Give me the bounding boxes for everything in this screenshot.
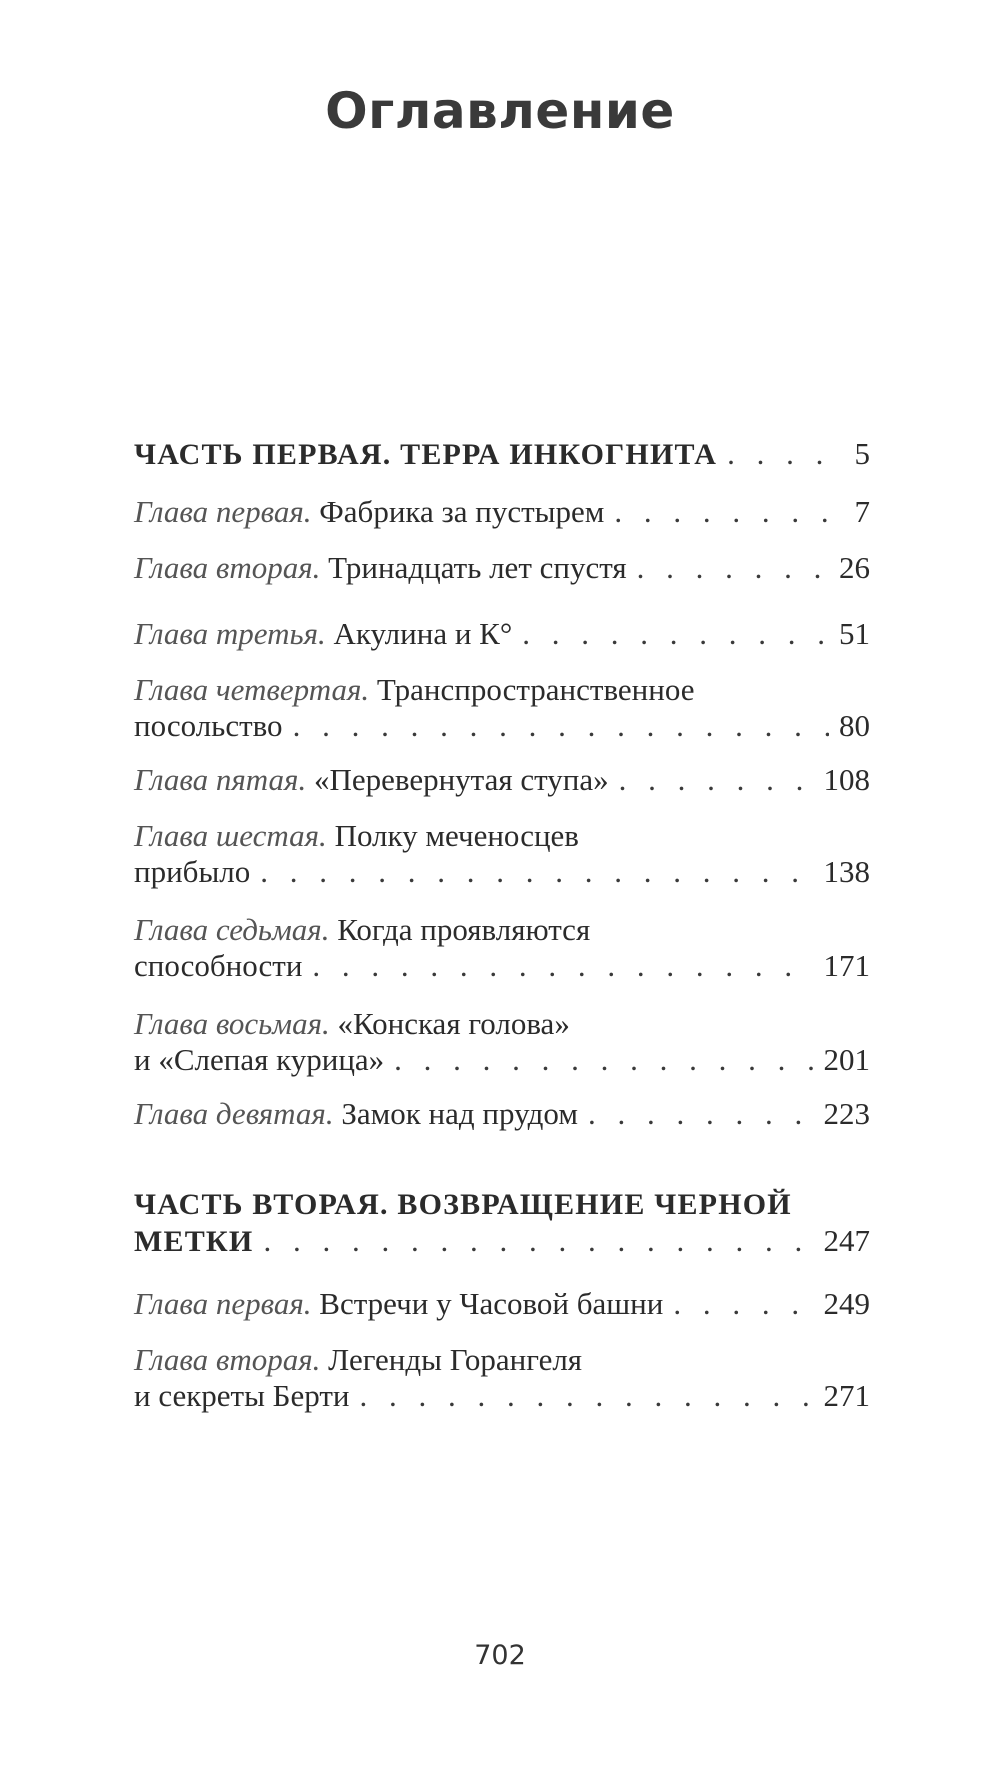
chapter-label: Глава шестая.	[134, 818, 327, 853]
dot-leader	[263, 1223, 813, 1259]
dot-leader	[614, 494, 840, 530]
toc-entry-chapter[interactable]	[134, 1342, 870, 1414]
page-number: 249	[823, 1286, 870, 1321]
chapter-title-line-1: Транспространственное	[376, 672, 695, 707]
page-number: 138	[823, 854, 870, 889]
dot-leader	[359, 1378, 813, 1414]
toc-entry-part-two[interactable]	[134, 1186, 870, 1260]
part-title: ЧАСТЬ ПЕРВАЯ. ТЕРРА ИНКОГНИТА	[134, 438, 718, 471]
dot-leader	[260, 854, 813, 890]
chapter-label: Глава седьмая.	[134, 912, 330, 947]
chapter-title: Тринадцать лет спустя	[328, 550, 627, 585]
page-number: 108	[823, 762, 870, 797]
page-number: 5	[854, 436, 870, 471]
dot-leader	[588, 1096, 814, 1132]
page-number: 171	[823, 948, 870, 983]
toc-entry-chapter[interactable]	[134, 672, 870, 744]
chapter-label: Глава восьмая.	[134, 1006, 330, 1041]
toc-entry-chapter[interactable]	[134, 818, 870, 890]
toc-entry-chapter[interactable]	[134, 550, 870, 586]
dot-leader	[619, 762, 814, 798]
page-number: 247	[823, 1223, 870, 1258]
toc-entry-chapter[interactable]	[134, 1006, 870, 1078]
chapter-title: Замок над прудом	[341, 1096, 578, 1131]
toc-entry-chapter[interactable]	[134, 912, 870, 984]
part-title-line-1: ЧАСТЬ ВТОРАЯ. ВОЗВРАЩЕНИЕ ЧЕРНОЙ	[134, 1188, 792, 1221]
dot-leader	[522, 616, 829, 652]
toc-entry-part-one[interactable]	[134, 436, 870, 473]
dot-leader	[293, 708, 829, 744]
page-title: Оглавление	[325, 82, 675, 140]
toc-entry-chapter[interactable]	[134, 1286, 870, 1322]
chapter-title-line-2: способности	[134, 948, 303, 983]
chapter-title-line-1: «Конская голова»	[337, 1006, 570, 1041]
chapter-label: Глава четвертая.	[134, 672, 370, 707]
chapter-title-line-2: прибыло	[134, 854, 251, 889]
chapter-label: Глава девятая.	[134, 1096, 334, 1131]
toc-entry-chapter[interactable]	[134, 762, 870, 798]
chapter-label: Глава вторая.	[134, 1342, 321, 1377]
dot-leader	[637, 550, 829, 586]
page-number: 80	[839, 708, 870, 743]
chapter-title-line-2: и секреты Берти	[134, 1378, 350, 1413]
chapter-label: Глава третья.	[134, 616, 326, 651]
chapter-title: Фабрика за пустырем	[319, 494, 605, 529]
toc-entry-chapter[interactable]	[134, 616, 870, 652]
chapter-label: Глава первая.	[134, 1286, 312, 1321]
chapter-title: Встречи у Часовой башни	[319, 1286, 664, 1321]
dot-leader	[312, 948, 813, 984]
page-number: 7	[854, 494, 870, 529]
chapter-title: «Перевернутая ступа»	[313, 762, 609, 797]
dot-leader	[394, 1042, 813, 1078]
toc-entry-chapter[interactable]	[134, 1096, 870, 1132]
chapter-label: Глава вторая.	[134, 550, 321, 585]
page-folio-number: 702	[474, 1640, 526, 1671]
page-number: 271	[823, 1378, 870, 1413]
page-number: 201	[823, 1042, 870, 1077]
toc-entry-chapter[interactable]	[134, 494, 870, 530]
page-number: 223	[823, 1096, 870, 1131]
chapter-title-line-2: посольство	[134, 708, 283, 743]
part-title-line-2: МЕТКИ	[134, 1225, 254, 1258]
chapter-title: Акулина и К°	[333, 616, 513, 651]
page-number: 26	[839, 550, 870, 585]
chapter-title-line-2: и «Слепая курица»	[134, 1042, 385, 1077]
chapter-title-line-1: Когда проявляются	[337, 912, 591, 947]
chapter-label: Глава первая.	[134, 494, 312, 529]
chapter-title-line-1: Полку меченосцев	[334, 818, 579, 853]
dot-leader	[673, 1286, 813, 1322]
chapter-title-line-1: Легенды Горангеля	[328, 1342, 583, 1377]
chapter-label: Глава пятая.	[134, 762, 307, 797]
dot-leader	[727, 436, 840, 472]
page-number: 51	[839, 616, 870, 651]
